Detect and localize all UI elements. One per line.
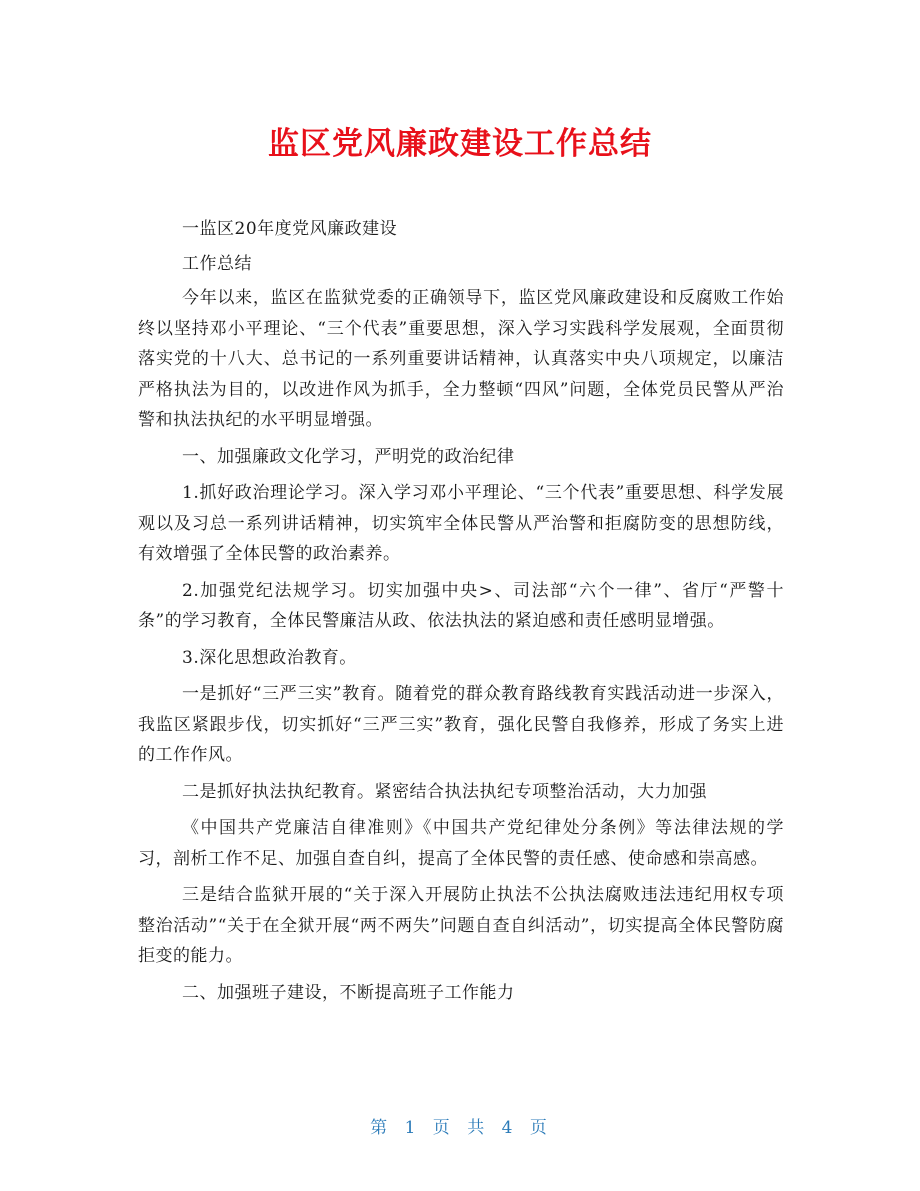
paragraph: 3.深化思想政治教育。 [182, 647, 357, 668]
footer-current-page: 1 [404, 1118, 419, 1138]
paragraph: 三是结合监狱开展的“关于深入开展防止执法不公执法腐败违法违纪用权专项整治活动”“关于在全狱开展“两不两失”问题自查自纠活动”，切实提高全体民警防腐拒变的能力。 [138, 885, 784, 966]
paragraph: 今年以来，监区在监狱党委的正确领导下，监区党风廉政建设和反腐败工作始终以坚持邓小平理论、“三个代表”重要思想，深入学习实践科学发展观，全面贯彻落实党的十八大、总书记的一系列重要讲话精神，认真落实中央八项规定，以廉洁严格执法为目的，以改进作风为抓手，全力整顿“四风”问题，全体党员民警从严治警和执法执纪的水平明显增强。 [138, 288, 784, 430]
footer-total-unit: 页 [529, 1118, 550, 1138]
document-body [138, 214, 784, 1014]
paragraph: 2.加强党纪法规学习。切实加强中央>、司法部“六个一律”、省厅“严警十条”的学习教育，全体民警廉洁从政、依法执法的紧迫感和责任感明显增强。 [138, 580, 784, 631]
paragraph: 1.抓好政治理论学习。深入学习邓小平理论、“三个代表”重要思想、科学发展观以及习总一系列讲话精神，切实筑牢全体民警从严治警和拒腐防变的思想防线，有效增强了全体民警的政治素养。 [138, 483, 784, 564]
paragraph: 《中国共产党廉洁自律准则》《中国共产党纪律处分条例》等法律法规的学习，剖析工作不足、加强自查自纠，提高了全体民警的责任感、使命感和崇高感。 [138, 818, 784, 869]
footer-page-unit: 页 [432, 1118, 453, 1138]
footer-total-label: 共 [467, 1118, 488, 1138]
footer-page-label: 第 [370, 1118, 391, 1138]
section-heading: 一、加强廉政文化学习，严明党的政治纪律 [182, 446, 515, 467]
paragraph: 一监区20年度党风廉政建设 [182, 219, 398, 239]
footer-total-pages: 4 [501, 1118, 516, 1138]
page-footer [0, 1113, 920, 1138]
paragraph: 二是抓好执法执纪教育。紧密结合执法执纪专项整治活动，大力加强 [182, 781, 707, 802]
paragraph: 工作总结 [182, 253, 252, 274]
paragraph: 一是抓好“三严三实”教育。随着党的群众教育路线教育实践活动进一步深入，我监区紧跟步伐，切实抓好“三严三实”教育，强化民警自我修养，形成了务实上进的工作作风。 [138, 684, 784, 765]
document-title: 监区党风廉政建设工作总结 [268, 126, 652, 162]
section-heading: 二、加强班子建设，不断提高班子工作能力 [182, 982, 515, 1003]
